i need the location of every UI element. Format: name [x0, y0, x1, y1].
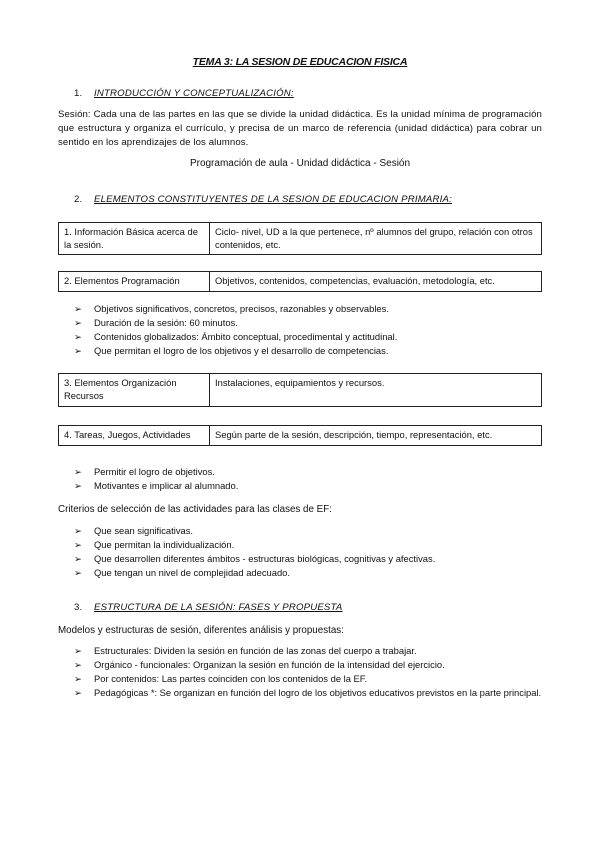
box-1-label: 1. Información Básica acerca de la sesión. — [59, 223, 210, 255]
box-2-content: Objetivos, contenidos, competencias, evaluación, metodología, etc. — [210, 272, 542, 292]
section-1-center-line: Programación de aula - Unidad didáctica - Sesión — [189, 158, 411, 169]
list-item: ➢ Estructurales: Dividen la sesión en función de las zonas del cuerpo a trabajar. — [74, 645, 417, 656]
document-title: TEMA 3: LA SESION DE EDUCACION FISICA — [192, 56, 408, 68]
list-item: ➢ Que tengan un nivel de complejidad adecuado. — [74, 567, 290, 578]
box-2-label: 2. Elementos Programación — [59, 272, 210, 292]
list-item: ➢ Por contenidos: Las partes coinciden con los contenidos de la EF. — [74, 673, 368, 684]
list-item: ➢ Que desarrollen diferentes ámbitos - estructuras biológicas, cognitivas y afectivas. — [74, 553, 436, 564]
programacion-bullet-list — [74, 302, 544, 358]
section-2-number: 2. — [74, 194, 83, 205]
section-1-title: INTRODUCCIÓN Y CONCEPTUALIZACIÓN: — [94, 88, 294, 99]
list-item: ➢ Que permitan el logro de los objetivos y el desarrollo de competencias. — [74, 345, 389, 356]
list-item: ➢ Orgánico - funcionales: Organizan la sesión en función de la intensidad del ejercicio. — [74, 659, 445, 670]
box-elementos-organizacion — [58, 373, 542, 407]
arrow-bullet-icon: ➢ — [74, 317, 82, 328]
arrow-bullet-icon: ➢ — [74, 466, 82, 477]
section-3-intro: Modelos y estructuras de sesión, diferentes análisis y propuestas: — [58, 625, 344, 636]
box-elementos-programacion — [58, 271, 542, 292]
tareas-bullet-list — [74, 465, 544, 493]
arrow-bullet-icon: ➢ — [74, 525, 82, 536]
arrow-bullet-icon: ➢ — [74, 303, 82, 314]
arrow-bullet-icon: ➢ — [74, 567, 82, 578]
section-3-heading — [74, 602, 342, 613]
arrow-bullet-icon: ➢ — [74, 331, 82, 342]
list-item: ➢ Motivantes e implicar al alumnado. — [74, 480, 239, 491]
box-4-content: Según parte de la sesión, descripción, tiempo, representación, etc. — [210, 426, 542, 446]
arrow-bullet-icon: ➢ — [74, 673, 82, 684]
section-3-title: ESTRUCTURA DE LA SESIÓN: FASES Y PROPUESTA — [94, 602, 343, 613]
section-1-paragraph: Sesión: Cada una de las partes en las que se divide la unidad didáctica. Es la unidad mínima de programación que estructura y organiza el currículo, y precisa de un marco de referencia (unidad didáctica) para cobrar un sentido en los aprendizajes de los alumnos. — [58, 109, 542, 148]
arrow-bullet-icon: ➢ — [74, 553, 82, 564]
box-3-label: 3. Elementos Organización Recursos — [59, 374, 210, 407]
section-2-heading — [74, 194, 452, 205]
section-3-number: 3. — [74, 602, 83, 613]
box-tareas-juegos — [58, 425, 542, 446]
arrow-bullet-icon: ➢ — [74, 480, 82, 491]
list-item: ➢ Permitir el logro de objetivos. — [74, 466, 215, 477]
list-item: ➢ Objetivos significativos, concretos, precisos, razonables y observables. — [74, 303, 389, 314]
section-1-heading — [74, 88, 294, 99]
criteria-title: Criterios de selección de las actividades para las clases de EF: — [58, 504, 332, 515]
arrow-bullet-icon: ➢ — [74, 687, 82, 698]
section-2-title: ELEMENTOS CONSTITUYENTES DE LA SESION DE EDUCACION PRIMARIA: — [94, 194, 452, 205]
arrow-bullet-icon: ➢ — [74, 345, 82, 356]
section-1-number: 1. — [74, 88, 83, 99]
arrow-bullet-icon: ➢ — [74, 645, 82, 656]
box-3-content: Instalaciones, equipamientos y recursos. — [210, 374, 542, 407]
list-item: ➢ Pedagógicas *: Se organizan en función del logro de los objetivos educativos previstos en la parte principal. — [74, 687, 542, 698]
list-item: ➢ Duración de la sesión: 60 minutos. — [74, 317, 238, 328]
list-item: ➢ Contenidos globalizados: Ámbito conceptual, procedimental y actitudinal. — [74, 331, 398, 342]
arrow-bullet-icon: ➢ — [74, 659, 82, 670]
box-4-label: 4. Tareas, Juegos, Actividades — [59, 426, 210, 446]
criteria-bullet-list — [74, 524, 544, 580]
arrow-bullet-icon: ➢ — [74, 539, 82, 550]
list-item: ➢ Que permitan la individualización. — [74, 539, 235, 550]
list-item: ➢ Que sean significativas. — [74, 525, 194, 536]
box-1-content: Ciclo- nivel, UD a la que pertenece, nº alumnos del grupo, relación con otros contenidos, etc. — [210, 223, 542, 255]
box-informacion-basica — [58, 222, 542, 255]
section-3-bullet-list — [74, 644, 544, 700]
